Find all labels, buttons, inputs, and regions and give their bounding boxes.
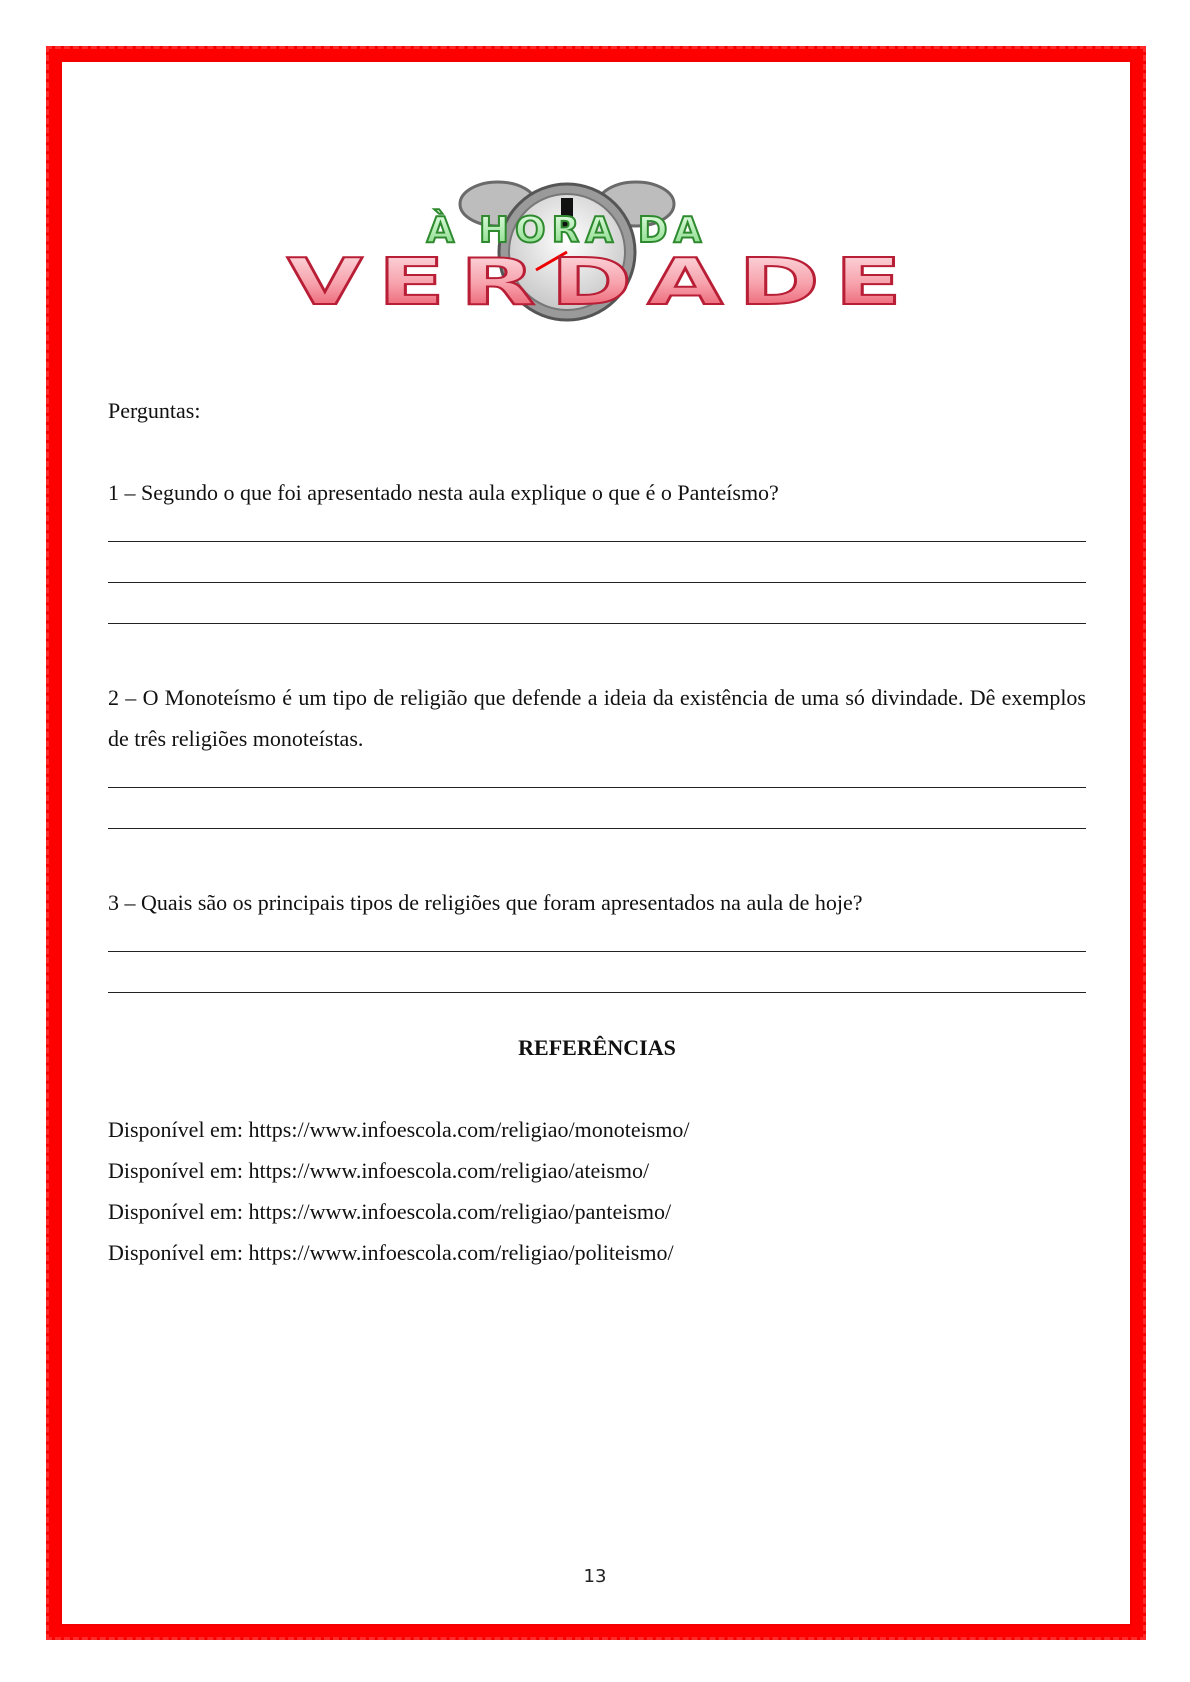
answer-line[interactable]: [108, 800, 1086, 841]
logo-line1: À HORA DA: [426, 210, 708, 251]
question-block: [108, 677, 1086, 841]
question-text: 3 – Quais são os principais tipos de religiões que foram apresentados na aula de hoje?: [108, 890, 863, 915]
references-list: [108, 1109, 1086, 1273]
question-block: [108, 472, 1086, 636]
answer-line[interactable]: [108, 923, 1086, 964]
logo: [254, 176, 950, 336]
page-number: 13: [583, 1566, 607, 1587]
logo-line2: VERDADE: [287, 246, 917, 320]
reference-item: Disponível em: https://www.infoescola.com/religiao/ateismo/: [108, 1158, 650, 1183]
question-text: 2 – O Monoteísmo é um tipo de religião que defende a ideia da existência de uma só divindade. Dê exemplos de três religiões monoteístas.: [108, 685, 1086, 751]
answer-line[interactable]: [108, 759, 1086, 800]
answer-line[interactable]: [108, 964, 1086, 1005]
answer-line[interactable]: [108, 595, 1086, 636]
answer-line[interactable]: [108, 554, 1086, 595]
reference-item: Disponível em: https://www.infoescola.com/religiao/politeismo/: [108, 1240, 674, 1265]
question-block: [108, 882, 1086, 1005]
questions-label: Perguntas:: [108, 398, 201, 423]
content: [108, 390, 1086, 1273]
question-text: 1 – Segundo o que foi apresentado nesta aula explique o que é o Panteísmo?: [108, 480, 779, 505]
reference-item: Disponível em: https://www.infoescola.com/religiao/monoteismo/: [108, 1117, 690, 1142]
references-title: REFERÊNCIAS: [518, 1035, 676, 1060]
reference-item: Disponível em: https://www.infoescola.com/religiao/panteismo/: [108, 1199, 672, 1224]
answer-line[interactable]: [108, 513, 1086, 554]
